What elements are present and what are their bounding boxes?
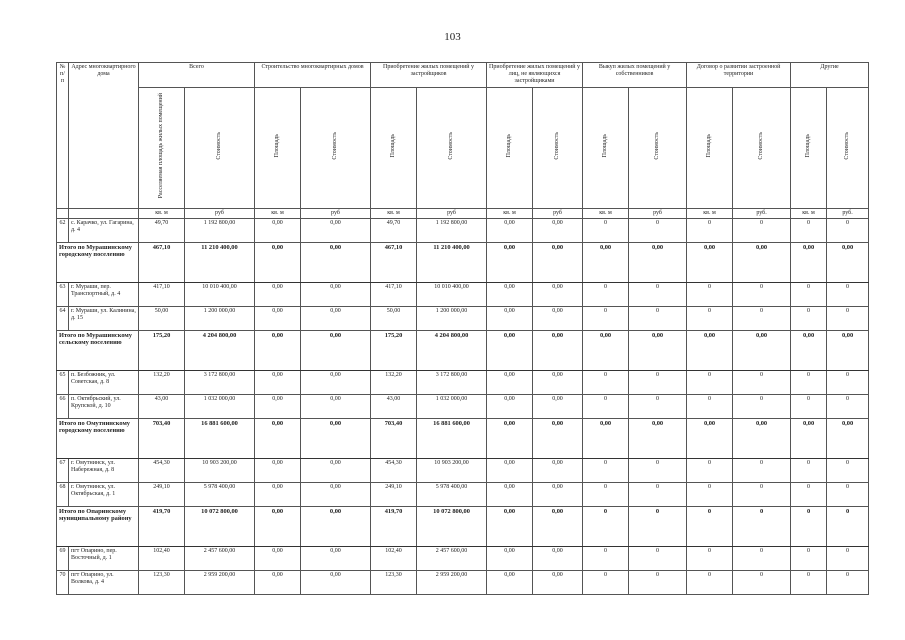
value-cell: 49,70	[139, 218, 185, 242]
value-cell: 0	[687, 282, 733, 306]
value-cell: 249,10	[139, 482, 185, 506]
value-cell: 0	[583, 282, 629, 306]
value-cell: 0,00	[733, 242, 791, 282]
value-cell: 11 210 400,00	[185, 242, 255, 282]
value-cell: 0	[687, 306, 733, 330]
value-cell: 0	[827, 370, 869, 394]
col-buyout: Выкуп жилых помещений у собственников	[583, 63, 687, 88]
value-cell: 0	[687, 546, 733, 570]
value-cell: 0	[827, 394, 869, 418]
value-cell: 2 457 600,00	[185, 546, 255, 570]
value-cell: 0	[827, 482, 869, 506]
col-construction: Строительство многоквартирных домов	[255, 63, 371, 88]
row-number: 62	[57, 218, 69, 242]
value-cell: 249,10	[371, 482, 417, 506]
unit-cell: кв. м	[791, 208, 827, 218]
value-cell: 0,00	[533, 570, 583, 594]
value-cell: 0,00	[533, 242, 583, 282]
value-cell: 0,00	[301, 570, 371, 594]
value-cell: 0	[687, 218, 733, 242]
subtotal-row	[57, 506, 869, 546]
value-cell: 11 210 400,00	[417, 242, 487, 282]
value-cell: 2 959 200,00	[185, 570, 255, 594]
value-cell: 0,00	[301, 506, 371, 546]
subheader-cell: Площадь	[487, 87, 533, 208]
page-number: 103	[444, 31, 461, 43]
value-cell: 0,00	[733, 418, 791, 458]
value-cell: 417,10	[371, 282, 417, 306]
value-cell: 0	[583, 506, 629, 546]
unit-cell: руб	[301, 208, 371, 218]
value-cell: 467,10	[139, 242, 185, 282]
row-address: пгт Опарино, ул. Волкова, д. 4	[69, 570, 139, 594]
subtotal-label: Итого по Мурашинскому городскому поселению	[57, 242, 139, 282]
value-cell: 0,00	[301, 458, 371, 482]
value-cell: 0,00	[301, 306, 371, 330]
value-cell: 0,00	[255, 242, 301, 282]
value-cell: 0,00	[629, 418, 687, 458]
value-cell: 0,00	[533, 370, 583, 394]
unit-cell: руб.	[827, 208, 869, 218]
value-cell: 132,20	[371, 370, 417, 394]
row-address: г. Омутнинск, ул. Октябрьская, д. 1	[69, 482, 139, 506]
table-row	[57, 218, 869, 242]
subheader-cell: Площадь	[583, 87, 629, 208]
value-cell: 0	[687, 458, 733, 482]
value-cell: 50,00	[371, 306, 417, 330]
subtotal-row	[57, 330, 869, 370]
units-empty	[69, 208, 139, 218]
value-cell: 10 010 400,00	[417, 282, 487, 306]
value-cell: 0	[687, 370, 733, 394]
value-cell: 0	[687, 394, 733, 418]
value-cell: 0,00	[487, 546, 533, 570]
row-address: с. Карачко, ул. Гагарина, д. 4	[69, 218, 139, 242]
value-cell: 10 072 800,00	[185, 506, 255, 546]
unit-cell: руб	[629, 208, 687, 218]
header-row	[57, 63, 869, 88]
value-cell: 0	[791, 306, 827, 330]
value-cell: 0	[687, 482, 733, 506]
unit-cell: руб.	[733, 208, 791, 218]
value-cell: 10 072 800,00	[417, 506, 487, 546]
value-cell: 0,00	[301, 330, 371, 370]
subheader-cell: Площадь	[687, 87, 733, 208]
value-cell: 0	[733, 306, 791, 330]
row-address: п. Безбожник, ул. Советская, д. 8	[69, 370, 139, 394]
value-cell: 0,00	[533, 306, 583, 330]
table-row	[57, 458, 869, 482]
unit-cell: руб	[185, 208, 255, 218]
col-address: Адрес многоквартирного дома	[69, 63, 139, 209]
value-cell: 0,00	[255, 482, 301, 506]
value-cell: 0	[733, 458, 791, 482]
value-cell: 0	[583, 394, 629, 418]
value-cell: 0	[733, 282, 791, 306]
col-no: № п/п	[57, 63, 69, 209]
unit-cell: кв. м	[371, 208, 417, 218]
value-cell: 0	[583, 546, 629, 570]
value-cell: 0	[733, 570, 791, 594]
row-address: г. Мураши, пер. Транспортный, д. 4	[69, 282, 139, 306]
value-cell: 0,00	[487, 306, 533, 330]
value-cell: 0	[733, 394, 791, 418]
value-cell: 4 204 800,00	[417, 330, 487, 370]
unit-cell: кв. м	[583, 208, 629, 218]
value-cell: 467,10	[371, 242, 417, 282]
value-cell: 0,00	[687, 418, 733, 458]
value-cell: 0,00	[255, 418, 301, 458]
value-cell: 0,00	[487, 570, 533, 594]
value-cell: 102,40	[371, 546, 417, 570]
value-cell: 10 010 400,00	[185, 282, 255, 306]
table-row	[57, 394, 869, 418]
row-address: г. Мураши, ул. Калинина, д. 15	[69, 306, 139, 330]
row-number: 64	[57, 306, 69, 330]
value-cell: 0,00	[629, 242, 687, 282]
subheader-row	[57, 87, 869, 208]
unit-cell: руб	[417, 208, 487, 218]
table-body	[57, 218, 869, 594]
col-purchase-dev: Приобретение жилых помещений у застройщиков	[371, 63, 487, 88]
col-purchase-nondev: Приобретение жилых помещений у лиц, не являющихся застройщиками	[487, 63, 583, 88]
value-cell: 16 881 600,00	[417, 418, 487, 458]
value-cell: 0	[791, 458, 827, 482]
value-cell: 0	[629, 394, 687, 418]
value-cell: 2 457 600,00	[417, 546, 487, 570]
value-cell: 43,00	[371, 394, 417, 418]
subheader-cell: Стоимость	[733, 87, 791, 208]
col-other: Другие	[791, 63, 869, 88]
value-cell: 0,00	[487, 330, 533, 370]
value-cell: 0,00	[487, 506, 533, 546]
value-cell: 0	[827, 546, 869, 570]
value-cell: 0	[733, 370, 791, 394]
value-cell: 0,00	[255, 394, 301, 418]
value-cell: 0,00	[629, 330, 687, 370]
unit-cell: кв. м	[139, 208, 185, 218]
value-cell: 4 204 800,00	[185, 330, 255, 370]
value-cell: 0	[827, 458, 869, 482]
table-row	[57, 482, 869, 506]
units-empty	[57, 208, 69, 218]
subheader-cell: Стоимость	[301, 87, 371, 208]
row-number: 65	[57, 370, 69, 394]
unit-cell: руб	[533, 208, 583, 218]
value-cell: 0,00	[487, 218, 533, 242]
value-cell: 0,00	[533, 282, 583, 306]
value-cell: 0,00	[301, 218, 371, 242]
value-cell: 0	[629, 218, 687, 242]
value-cell: 1 192 800,00	[185, 218, 255, 242]
value-cell: 0	[583, 306, 629, 330]
value-cell: 0	[791, 282, 827, 306]
unit-cell: кв. м	[255, 208, 301, 218]
value-cell: 0	[629, 506, 687, 546]
value-cell: 1 032 000,00	[417, 394, 487, 418]
value-cell: 0,00	[255, 306, 301, 330]
value-cell: 0	[583, 218, 629, 242]
value-cell: 0	[827, 218, 869, 242]
value-cell: 0	[733, 546, 791, 570]
table-row	[57, 546, 869, 570]
value-cell: 0	[733, 218, 791, 242]
value-cell: 0,00	[583, 418, 629, 458]
value-cell: 0	[629, 482, 687, 506]
value-cell: 417,10	[139, 282, 185, 306]
value-cell: 0,00	[301, 242, 371, 282]
value-cell: 0,00	[301, 370, 371, 394]
value-cell: 0,00	[827, 418, 869, 458]
table-row	[57, 282, 869, 306]
value-cell: 0,00	[301, 394, 371, 418]
value-cell: 0,00	[255, 330, 301, 370]
value-cell: 0,00	[533, 482, 583, 506]
subheader-cell: Площадь	[371, 87, 417, 208]
value-cell: 0,00	[301, 482, 371, 506]
value-cell: 1 200 000,00	[185, 306, 255, 330]
value-cell: 0	[733, 482, 791, 506]
value-cell: 0,00	[301, 546, 371, 570]
value-cell: 0	[791, 394, 827, 418]
value-cell: 0,00	[487, 242, 533, 282]
value-cell: 50,00	[139, 306, 185, 330]
value-cell: 0	[827, 282, 869, 306]
value-cell: 0	[791, 546, 827, 570]
row-number: 66	[57, 394, 69, 418]
value-cell: 0,00	[255, 458, 301, 482]
value-cell: 419,70	[139, 506, 185, 546]
value-cell: 0,00	[791, 330, 827, 370]
housing-resettlement-table	[56, 62, 869, 595]
value-cell: 0	[583, 570, 629, 594]
value-cell: 0,00	[533, 394, 583, 418]
value-cell: 703,40	[139, 418, 185, 458]
value-cell: 0	[791, 482, 827, 506]
subheader-cell: Площадь	[791, 87, 827, 208]
value-cell: 0	[629, 458, 687, 482]
value-cell: 0,00	[733, 330, 791, 370]
value-cell: 0	[687, 506, 733, 546]
value-cell: 0	[791, 570, 827, 594]
value-cell: 0,00	[533, 458, 583, 482]
value-cell: 0,00	[255, 506, 301, 546]
value-cell: 2 959 200,00	[417, 570, 487, 594]
row-number: 69	[57, 546, 69, 570]
row-address: п. Октябрьский, ул. Крупской, д. 10	[69, 394, 139, 418]
value-cell: 123,30	[371, 570, 417, 594]
value-cell: 0,00	[487, 394, 533, 418]
value-cell: 1 200 000,00	[417, 306, 487, 330]
value-cell: 3 172 800,00	[185, 370, 255, 394]
value-cell: 0,00	[301, 282, 371, 306]
value-cell: 0,00	[487, 370, 533, 394]
value-cell: 1 192 800,00	[417, 218, 487, 242]
value-cell: 0,00	[687, 330, 733, 370]
value-cell: 0,00	[533, 546, 583, 570]
units-row	[57, 208, 869, 218]
value-cell: 454,30	[139, 458, 185, 482]
value-cell: 0	[791, 218, 827, 242]
value-cell: 0,00	[827, 330, 869, 370]
value-cell: 0	[687, 570, 733, 594]
row-number: 70	[57, 570, 69, 594]
value-cell: 10 903 200,00	[417, 458, 487, 482]
row-number: 67	[57, 458, 69, 482]
value-cell: 0,00	[487, 418, 533, 458]
value-cell: 1 032 000,00	[185, 394, 255, 418]
value-cell: 454,30	[371, 458, 417, 482]
value-cell: 0	[791, 370, 827, 394]
subheader-cell: Стоимость	[629, 87, 687, 208]
value-cell: 5 978 400,00	[185, 482, 255, 506]
value-cell: 0	[791, 506, 827, 546]
value-cell: 0,00	[255, 218, 301, 242]
subheader-cell: Площадь	[255, 87, 301, 208]
value-cell: 0	[733, 506, 791, 546]
value-cell: 0	[629, 282, 687, 306]
value-cell: 0,00	[487, 282, 533, 306]
value-cell: 0,00	[533, 330, 583, 370]
value-cell: 0,00	[583, 330, 629, 370]
value-cell: 0	[583, 482, 629, 506]
value-cell: 0	[827, 570, 869, 594]
value-cell: 0	[583, 458, 629, 482]
col-agreement: Договор о развитии застроенной территории	[687, 63, 791, 88]
subtotal-row	[57, 418, 869, 458]
value-cell: 0	[629, 570, 687, 594]
value-cell: 0,00	[487, 458, 533, 482]
subheader-cell: Стоимость	[827, 87, 869, 208]
value-cell: 0	[583, 370, 629, 394]
value-cell: 0	[629, 306, 687, 330]
value-cell: 3 172 800,00	[417, 370, 487, 394]
unit-cell: кв. м	[487, 208, 533, 218]
subtotal-label: Итого по Опаринскому муниципальному району	[57, 506, 139, 546]
value-cell: 0,00	[255, 546, 301, 570]
value-cell: 0	[827, 306, 869, 330]
table-row	[57, 306, 869, 330]
row-address: г. Омутнинск, ул. Набережная, д. 8	[69, 458, 139, 482]
value-cell: 0,00	[533, 418, 583, 458]
value-cell: 132,20	[139, 370, 185, 394]
subheader-cell: Расселяемая площадь жилых помещений	[139, 87, 185, 208]
unit-cell: кв. м	[687, 208, 733, 218]
value-cell: 0,00	[255, 282, 301, 306]
table-row	[57, 370, 869, 394]
subtotal-label: Итого по Омутнинскому городскому поселению	[57, 418, 139, 458]
subtotal-label: Итого по Мурашинскому сельскому поселению	[57, 330, 139, 370]
value-cell: 0,00	[827, 242, 869, 282]
value-cell: 0,00	[583, 242, 629, 282]
value-cell: 0,00	[791, 418, 827, 458]
value-cell: 175,20	[139, 330, 185, 370]
value-cell: 0	[629, 546, 687, 570]
value-cell: 703,40	[371, 418, 417, 458]
row-number: 68	[57, 482, 69, 506]
value-cell: 43,00	[139, 394, 185, 418]
subheader-cell: Стоимость	[533, 87, 583, 208]
subheader-cell: Стоимость	[417, 87, 487, 208]
value-cell: 0,00	[533, 218, 583, 242]
value-cell: 16 881 600,00	[185, 418, 255, 458]
value-cell: 49,70	[371, 218, 417, 242]
value-cell: 0,00	[255, 370, 301, 394]
value-cell: 123,30	[139, 570, 185, 594]
subtotal-row	[57, 242, 869, 282]
value-cell: 0	[629, 370, 687, 394]
value-cell: 0,00	[301, 418, 371, 458]
value-cell: 5 978 400,00	[417, 482, 487, 506]
col-total: Всего	[139, 63, 255, 88]
row-address: пгт Опарино, пер. Восточный, д. 1	[69, 546, 139, 570]
value-cell: 0	[827, 506, 869, 546]
value-cell: 419,70	[371, 506, 417, 546]
value-cell: 0,00	[487, 482, 533, 506]
value-cell: 0,00	[687, 242, 733, 282]
row-number: 63	[57, 282, 69, 306]
value-cell: 175,20	[371, 330, 417, 370]
value-cell: 102,40	[139, 546, 185, 570]
value-cell: 10 903 200,00	[185, 458, 255, 482]
value-cell: 0,00	[791, 242, 827, 282]
value-cell: 0,00	[255, 570, 301, 594]
table-row	[57, 570, 869, 594]
value-cell: 0,00	[533, 506, 583, 546]
subheader-cell: Стоимость	[185, 87, 255, 208]
